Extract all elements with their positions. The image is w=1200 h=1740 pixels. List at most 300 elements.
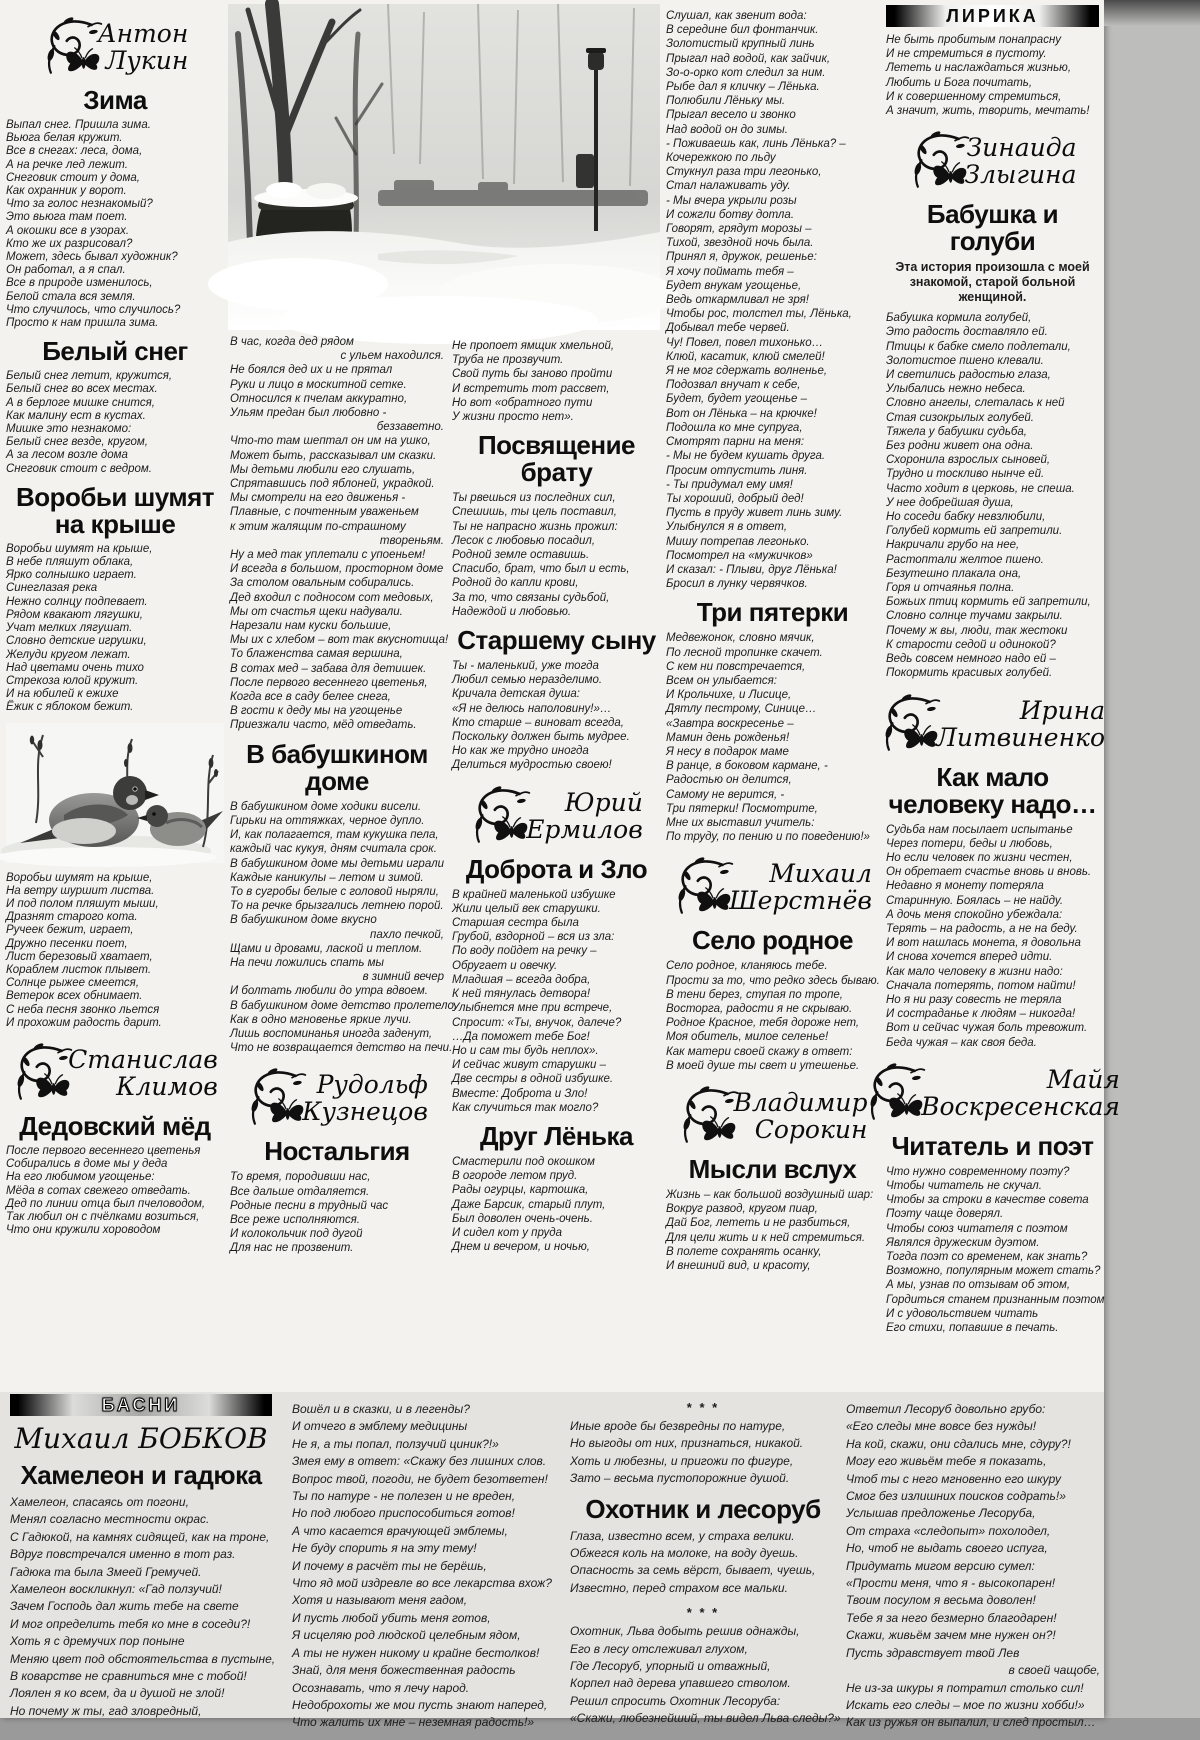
poem-line: Учат мелких лягушат. [6, 622, 133, 635]
poem-line: Смотрят парни на меня: [666, 436, 805, 449]
poem-line: Его стихи, попавшие в печать. [886, 1321, 1059, 1334]
fable-author-name: Михаил БОБКОВ [14, 1422, 268, 1455]
poem-title: Как мало человеку надо… [888, 761, 1097, 819]
poem-line: И внешний вид, и красоту, [666, 1260, 811, 1273]
poem [666, 959, 879, 1073]
author-signature [666, 854, 879, 920]
poem-line: Подошла ко мне супруга, [666, 421, 803, 434]
poem-line: Лесок с любовью посадил, [452, 534, 596, 547]
poem-line: Все в снегах: леса, дома, [6, 145, 143, 158]
poem-line: Мишке это незнакомо: [6, 423, 132, 436]
poem-line: «Я не делюсь наполовину!»… [452, 702, 612, 715]
poem-line: Рады огурцы, картошка, [452, 1184, 589, 1197]
poem-title: В бабушкином доме [246, 738, 428, 796]
author-name [526, 789, 643, 843]
poem-title: Зима [83, 85, 147, 115]
author-name-line: Сорокин [754, 1115, 868, 1144]
poem-line: Вот он Лёнька – на крючке! [666, 407, 817, 420]
poem-line: Но под любого приспособиться готов! [292, 1506, 515, 1521]
poem-line: Скажи, живьём зачем мне нужен он?! [846, 1628, 1056, 1643]
author-signature [230, 1065, 444, 1131]
poem-line: Терять – на радость, а не на беду. [886, 922, 1078, 935]
poem [452, 339, 661, 424]
poem-line: Искать его следы – мое по жизни хобби!» [846, 1697, 1085, 1712]
poem-line: И Крольчихе, и Лисице, [666, 689, 792, 702]
sparrows-photo-block [6, 723, 224, 868]
poem-line: И вот нашлась монета, я довольна [886, 937, 1081, 950]
poem-line: За то, что связаны судьбой, [452, 591, 610, 604]
poem-line: Кто же их разрисовал? [6, 237, 133, 250]
poem-line: Хоть я с дремучих пор поныне [10, 1634, 185, 1649]
poem-line: Недоброхоты же мои пусть знают наперед, [292, 1697, 548, 1712]
poem-title: Мысли вслух [688, 1154, 857, 1184]
poem-line: Словно солнце тучами закрыли. [886, 610, 1063, 623]
poem-line: Зато – весьма пустопорожние душой. [570, 1471, 790, 1486]
poem-line: Почему ж вы, люди, так жестоки [886, 624, 1068, 637]
poem-line: Не быть пробитым понапрасну [886, 34, 1062, 46]
poem-line: Обругает и овечку. [452, 959, 558, 972]
poem-line: Родные песни в трудный час [230, 1199, 389, 1212]
poem-line: Мамин день рожденья! [666, 731, 790, 744]
poem-title: Белый снег [42, 336, 188, 367]
poem-line: Словно детские игрушки, [6, 635, 147, 648]
poem-line: После первого весеннего цветенья, [230, 676, 428, 689]
author-signature [6, 1040, 224, 1106]
poem-line: И состраданье к людям – никогда! [886, 1008, 1076, 1021]
poem [666, 1188, 879, 1273]
poem-line: пахло печкой, [370, 928, 444, 941]
poem-line: Полюбили Лёньку мы. [666, 95, 786, 108]
lyrics-section-header: ЛИРИКА [886, 5, 1099, 27]
poem-line: За столом овальным собирались. [230, 577, 415, 590]
poem-line: Птицы к бабке смело подлетали, [886, 340, 1071, 353]
poem-line: Мы детьми любили его слушать, [230, 463, 416, 476]
author-signature [452, 783, 661, 849]
butterfly-flourish-icon [246, 1065, 308, 1131]
poem-line: Меняю цвет под обстоятельства в пустыне, [10, 1651, 276, 1666]
poem-line: После первого весеннего цветенья [6, 1144, 201, 1157]
poem-line: Дразнят старого кота. [6, 911, 138, 924]
poem-line: Но вот «обратного пути [452, 396, 593, 409]
poem-line: К ней тянулась детвора! [452, 988, 591, 1001]
poem-line: Прыгал весело и звонко [666, 109, 796, 122]
poem-line: Ведь откармливал не зря! [666, 294, 809, 307]
poem-line: - Мы вчера укрыли розы [666, 194, 797, 207]
poem-line: И почему в расчёт ты не берёшь, [292, 1558, 487, 1573]
poem-line: То на речке брызгались летнею порой. [230, 900, 444, 913]
stanza-separator: * * * [686, 1400, 720, 1415]
poem-line: И на юбилей к ежихе [6, 688, 119, 701]
poem-line: И сейчас живут старушки – [452, 1059, 607, 1072]
poem-line: беззаветно. [376, 421, 444, 434]
poem-line: Над цветами очень тихо [6, 661, 144, 674]
poem-line: Младшая – всегда добра, [452, 973, 591, 986]
poem-line: Лоялен я ко всем, да и душой не злой! [10, 1686, 225, 1701]
poem-line: Схоронила взрослых сыновей, [886, 454, 1051, 467]
poem-line: Днем и вечером, и ночью, [452, 1241, 590, 1254]
poem-line: Принял я, дружок, решенье: [666, 251, 817, 264]
poem-line: Грубой, вздорной – вся из зла: [452, 931, 615, 944]
poem-line: И не стремиться в пустоту. [886, 48, 1047, 61]
poem-line: И снова хочется вперед идти. [886, 951, 1053, 964]
author-name [734, 1089, 868, 1143]
poem-line: Гадюка та была Змеей Гремучей. [10, 1564, 202, 1579]
poem-line: Будет внукам угощенье, [666, 279, 802, 292]
poem-line: Спрятавшись под яблоней, украдкой. [230, 478, 435, 491]
poem-line: У нее добрейшая душа, [886, 496, 1014, 509]
poem-line: Тогда поэт со временем, как знать? [886, 1250, 1088, 1263]
poem-line: Он обретает счастье вновь и вновь. [886, 866, 1092, 879]
poem-line: Известно, перед страхом все мальки. [570, 1580, 788, 1595]
poem-line: А значит, жить, творить, мечтать! [886, 105, 1090, 118]
poem-line: Дружно песенки поет, [6, 937, 128, 950]
poem-line: На печи ложились спать мы [230, 956, 384, 969]
poem-line: Ёжик с яблоком бежит. [6, 701, 134, 714]
fables-column-3 [570, 1398, 841, 1736]
poem-title: Читатель и поэт [891, 1130, 1094, 1161]
poem-line: То в сугробы белые с головой ныряли, [230, 885, 439, 898]
poem-line: Что нужно современному поэту? [886, 1165, 1070, 1178]
poem-line: В гости к деду мы на угощенье [230, 705, 403, 718]
poem [452, 659, 661, 773]
poem-line: Глаза, известно всем, у страха велики. [570, 1528, 795, 1543]
author-name-line: Владимир [733, 1088, 868, 1117]
poem-line: Мы смотрели на его движенья - [230, 492, 406, 505]
poem-line: твореньям. [379, 534, 444, 547]
poem-line: И мог определить тебя ко мне в соседи?! [10, 1616, 251, 1631]
poem-line: С Гадюкой, на камнях сидящей, как на троне, [10, 1529, 270, 1544]
author-name-line: Майя [1046, 1064, 1120, 1094]
poem-line: Вдруг повстречался именно в тот раз. [10, 1547, 236, 1562]
poem-line: в своей чащобе, [1008, 1663, 1100, 1678]
poem-line: Сначала потерять, потом найти! [886, 979, 1076, 992]
poem-line: Охотник, Льва добыть решив однажды, [570, 1624, 800, 1639]
poem-line: Не из-за шкуры я потратил столько сил! [846, 1680, 1084, 1695]
poem-line: Село родное, кланяюсь тебе. [666, 960, 828, 973]
poem-line: Белый снег во всех местах. [6, 383, 158, 396]
poem-line: Каждые каникулы – летом и зимой. [230, 871, 424, 884]
poem-line: Как из ружья он выпалил, и след простыл… [846, 1715, 1096, 1730]
poem [6, 543, 224, 715]
poem-line: В ранце, в боковом кармане, - [666, 760, 828, 773]
poem-line: к этим жалящим по-страшному [230, 520, 406, 533]
author-name-line: Ермилов [526, 814, 643, 844]
poem-line: Смастерили под окошком [452, 1155, 595, 1168]
author-name-line: Рудольф [316, 1070, 428, 1100]
author-signature [6, 14, 224, 80]
poem-title: Воробьи шумят на крыше [15, 481, 215, 539]
sparrows-photo [6, 723, 224, 863]
poem-line: Все в природе изменилось, [6, 277, 153, 290]
poem-line: Мне их выставил учитель: [666, 816, 815, 829]
poem-line: Дай Бог, лететь и не разбиться, [666, 1217, 851, 1230]
poem-line: Что случилось, что случилось? [6, 303, 181, 316]
butterfly-flourish-icon [470, 783, 532, 849]
poem-line: Я хочу поймать тебя – [666, 265, 794, 278]
poem-line: «Скажи, любезнейший, ты видел Льва следы?» [570, 1711, 841, 1726]
poem-line: Вместе: Доброта и Зло! [452, 1087, 588, 1100]
poem-line: Щами и дровами, лаской и теплом. [230, 942, 423, 955]
poem-line: Это радость доставляло ей. [886, 326, 1048, 339]
poem [452, 1155, 661, 1254]
poem-line: Зо-о-орко кот следил за ним. [666, 66, 826, 79]
author-name [68, 1046, 218, 1100]
poem-line: И светились радостью глаза, [886, 369, 1051, 382]
poem-line: Ветерок всех обнимает. [6, 990, 143, 1003]
poem-line: Божьих птиц кормить ей запретили, [886, 596, 1091, 609]
poem-line: Все реже исполняются. [230, 1213, 360, 1226]
poem [570, 1528, 836, 1598]
poem-line: И сидел кот у пруда [452, 1226, 563, 1239]
poem [452, 491, 661, 619]
author-signature [886, 691, 1106, 757]
poem-line: Приезжали часто, мёд отведать. [230, 719, 417, 732]
poem-line: Поэту чаще доверял. [886, 1208, 1004, 1221]
poem-line: Руки и лицо в москитной сетке. [230, 378, 407, 391]
author-signature [666, 1083, 879, 1149]
poem-line: «Завтра воскресенье – [666, 717, 794, 730]
poem-line: В сотах мед – забава для детишек. [230, 662, 427, 675]
poem-line: С кем ни повстречается, [666, 660, 806, 673]
poem-line: И, как полагается, там кукушка пела, [230, 829, 439, 842]
poem-line: И сожгли ботву дотла. [666, 208, 795, 221]
poem [6, 119, 224, 330]
poem-line: Твоим посулом я весьма доволен! [846, 1593, 1036, 1608]
butterfly-flourish-icon [12, 1040, 74, 1106]
poem-line: А окошки все в узорах. [6, 224, 130, 237]
poem-subtitle [886, 260, 1099, 305]
poem-line: В небе пляшут облака, [6, 556, 134, 569]
poem-line: А дочь меня спокойно убеждала: [886, 908, 1063, 921]
author-name-line: Литвиненко [935, 722, 1106, 752]
poem-line: То блаженства самая вершина, [230, 648, 403, 661]
poem-line: На его любимом угощенье: [6, 1171, 155, 1184]
poem-line: Родной земле оставишь. [452, 549, 590, 562]
poem-line: Это вьюга там поет. [6, 211, 128, 224]
author-name-line: Михаил [769, 859, 872, 889]
poem-line: Не пропоет ямщик хмельной, [452, 340, 615, 352]
poem-line: Я не мог сдержать волненье, [666, 365, 828, 378]
poem-line: Ярко солнышко играет. [6, 569, 137, 582]
poem-line: Труба не прозвучит. [452, 354, 564, 367]
poem-line: Добывал тебе червей. [666, 322, 790, 335]
author-name [921, 1066, 1120, 1120]
poem-line: Услышав предложенье Лесоруба, [846, 1506, 1036, 1521]
poem-line: Как в одно мгновенье яркие лучи. [230, 1013, 412, 1026]
poem-line: Посмотрел на «мужичков» [666, 549, 813, 562]
poem-line: Просто к нам пришла зима. [6, 317, 159, 330]
poem-line: Стрекоза юлой кружит. [6, 674, 139, 687]
poem-line: Лишь воспоминанья иногда заденут, [230, 1027, 433, 1040]
poem-line: Как мало человеку в жизни надо: [886, 965, 1063, 978]
poem-line: Мёда в сотах свежего отведать. [6, 1184, 191, 1197]
poem-line: Я исцеляю род людской целебным ядом, [292, 1628, 521, 1643]
poem-line: Но соседи бабку невзлюбили, [886, 511, 1046, 524]
poem-line: Нежно солнцу подпевает. [6, 595, 148, 608]
poem-line: Мы их с хлебом – вот так вкуснотища! [230, 634, 449, 647]
fables-column-2 [292, 1398, 558, 1740]
poem-line: Чтоб ты с него мгновенно его шкуру [846, 1471, 1061, 1486]
poem-line: Для цели жить и к ней стремиться. [666, 1231, 866, 1244]
poem [886, 311, 1099, 680]
poem-line: В полете сохранять осанку, [666, 1245, 822, 1258]
poem-line: Любить и Бога почитать, [886, 76, 1033, 89]
poem-line: Не я, а ты попал, ползучий циник?!» [292, 1436, 499, 1451]
poem-line: И колокольчик под дугой [230, 1228, 363, 1241]
poem-line: в зимний вечер [362, 971, 444, 984]
winter-park-photo [228, 4, 660, 330]
poem-line: Над водой он до зимы. [666, 123, 788, 136]
poem-line: Вьюга белая кружит. [6, 132, 123, 145]
fables-section [0, 1392, 1104, 1730]
poem-line: Солнце рыжее смеется, [6, 977, 140, 990]
poem-line: Слушал, как звенит вода: [666, 10, 807, 22]
poem-line: Стукнул раза три легонько, [666, 166, 822, 179]
poem-line: Синеглазая река [6, 582, 98, 595]
poem-line: Что они кружили хороводом [6, 1224, 161, 1237]
poem-line: Кочережкою по льду [666, 152, 776, 165]
poem-line: Рядом квакают лягушки, [6, 608, 143, 621]
poem-line: Змея ему в ответ: «Скажу без лишних слов. [292, 1454, 547, 1469]
poem-line: Ты рвешься из последних сил, [452, 492, 616, 505]
poem-line: «Его следы мне вовсе без нужды! [846, 1419, 1037, 1434]
poem [452, 888, 661, 1115]
poem-line: Лететь и наслаждаться жизнью, [886, 62, 1072, 75]
poem-line: Старинную. Боялась – не найду. [886, 894, 1064, 907]
poem-line: В крайней маленькой избушке [452, 888, 616, 901]
poem-line: Решил спросить Охотник Лесоруба: [570, 1693, 781, 1708]
poem-line: Трудно и тоскливо нынче ей. [886, 468, 1045, 481]
poem-line: Кричала детская душа: [452, 688, 580, 701]
poem-line: Спасибо, брат, что был и есть, [452, 563, 630, 576]
poem-title: Хамелеон и гадюка [20, 1460, 262, 1490]
author-name [729, 860, 872, 914]
poem-line: Чтобы рос, толстел ты, Лёнька, [666, 308, 852, 321]
poem-line: Даже Барсик, старый плут, [452, 1198, 606, 1211]
poem-line: Родной до капли крови, [452, 577, 579, 590]
poem-line: То время, породивши нас, [230, 1171, 371, 1184]
poem-line: Ульям предан был любовно - [230, 407, 387, 420]
author-name [302, 1071, 428, 1125]
poem-line: Пусть здравствует твой Лев [846, 1645, 1020, 1660]
poem-line: Может быть, рассказывал им сказки. [230, 449, 437, 462]
poem-line: По воду пойдет на речку – [452, 945, 597, 958]
poem-line: Как малину ест в кустах. [6, 409, 146, 422]
poem-line: Могу его живьём тебе я показать, [846, 1454, 1047, 1469]
poem-line: Что-то там шептал он им на ушко, [230, 435, 431, 448]
poem-line: Хоть и любезны, и пригожи по фигуре, [570, 1453, 794, 1468]
poem-line: Снеговик стоит у дома, [6, 171, 140, 184]
poem-line: Без родни живет она одна. [886, 440, 1034, 453]
poem-line: Когда все в саду белее снега, [230, 691, 391, 704]
poem-line: Как случиться так могло? [452, 1101, 599, 1114]
poem-line: А на речке лед лежит. [6, 158, 128, 171]
poem-line: Что за голос незнакомый? [6, 198, 153, 211]
poem-line: По лесной тропинке скачет. [666, 646, 823, 659]
poem-title: Три пятерки [696, 597, 849, 628]
poem-title: Ностальгия [264, 1136, 410, 1167]
poem-line: - Поживаешь как, линь Лёнька? – [666, 137, 846, 150]
fables-column-4 [846, 1398, 1100, 1740]
poem-line: А мы, узнав по отзывам об этом, [886, 1279, 1071, 1292]
poem-line: Моя обитель, милое селенье! [666, 1031, 829, 1044]
author-name [98, 20, 189, 74]
poem-line: Чтобы читатель не скучал. [886, 1179, 1042, 1192]
poem [846, 1401, 1100, 1732]
poem-line: И прохожим радость дарит. [6, 1016, 162, 1029]
poem-line: А в берлоге мишке снится, [6, 396, 155, 409]
butterfly-flourish-icon [880, 691, 942, 757]
poem-line: Недавно я монету потеряла [886, 880, 1044, 893]
poem-line: Улыбнулся я в ответ, [666, 521, 788, 534]
column-2 [230, 332, 458, 1264]
poem-line: Беда чужая – как своя беда. [886, 1036, 1037, 1049]
poem-line: Медвежонок, словно мячик, [666, 632, 815, 645]
poem-title: Старшему сыну [457, 625, 656, 656]
poem-line: Что не возвращается детство на печи. [230, 1042, 453, 1055]
poem-line: Словно ангелы, слеталась к ней [886, 397, 1065, 410]
poem-line: Хотя и называют меня гадом, [292, 1593, 468, 1608]
butterfly-flourish-icon [42, 14, 104, 80]
poem-line: Через потери, беды и любовь, [886, 837, 1053, 850]
poem-line: В середине бил фонтанчик. [666, 24, 819, 37]
poem-line: Воробьи шумят на крыше, [6, 871, 153, 884]
poem-line: Жили целый век старушки. [452, 902, 601, 915]
author-name-line: Зинаида [966, 133, 1077, 163]
poem-line: Две сестры в одной избушке. [452, 1073, 614, 1086]
poem-line: Все дальше отдаляется. [230, 1185, 370, 1198]
poem-line: Вокруг развод, кругом пиар, [666, 1203, 818, 1216]
butterfly-flourish-icon [673, 854, 735, 920]
poem [6, 1145, 224, 1237]
poem-line: Делиться мудростью своею! [452, 759, 612, 772]
poem-line: Стая сизокрылых голубей. [886, 411, 1034, 424]
poem-line: Стал налаживать уду. [666, 180, 791, 193]
poem-subtitle-line: знакомой, старой больной женщиной. [909, 275, 1076, 305]
poem-line: Часто ходит в церковь, не спеша. [886, 482, 1075, 495]
poem [230, 800, 458, 1056]
poem-line: Мишу потрепав легонько. [666, 535, 810, 548]
poem [886, 1165, 1105, 1335]
poem-line: В час, когда дед рядом [230, 336, 354, 348]
poem-line: Кораблем листок плывет. [6, 963, 152, 976]
poem-line: Бросил в лунку червячков. [666, 578, 808, 591]
poem-line: В бабушкином доме мы детьми играли [230, 857, 444, 870]
poem-line: И встретить тот рассвет, [452, 382, 610, 395]
poem-line: И болтать любили до утра вдвоем. [230, 985, 428, 998]
poem-line: Старшая сестра была [452, 917, 579, 930]
poem-line: В бабушкином доме детство пролетело, [230, 999, 458, 1012]
poem-line: с ульем находился. [340, 350, 444, 363]
poem-line: Вошёл и в сказки, и в легенды? [292, 1402, 470, 1416]
poem-line: Просим отпустить линя. [666, 464, 808, 477]
butterfly-flourish-icon [678, 1083, 740, 1149]
author-name-line: Антон [97, 19, 189, 48]
poem-title: Село родное [692, 925, 853, 956]
poem-line: И с удовольствием читать [886, 1307, 1039, 1320]
poem-line: Обжегся коль на молоке, на воду дуешь. [570, 1546, 799, 1561]
poem-line: С неба песня звонко льется [6, 1003, 160, 1016]
poem-subtitle-line: Эта история произошла с моей [895, 260, 1090, 275]
poem-line: Так любил он с пчёлками возиться, [6, 1210, 200, 1223]
poem-line: От страха «следопыт» похолодел, [846, 1523, 1051, 1538]
poem-line: И отчего в эмблему медицины [292, 1419, 468, 1434]
poem-line: Воробьи шумят на крыше, [6, 542, 153, 555]
poem-line: Менял согласно местности окрас. [10, 1512, 210, 1527]
poem-line: Нарезали нам куски большие, [230, 620, 392, 633]
butterfly-flourish-icon [865, 1060, 927, 1126]
poem-line: Безутешно плакала она, [886, 567, 1022, 580]
